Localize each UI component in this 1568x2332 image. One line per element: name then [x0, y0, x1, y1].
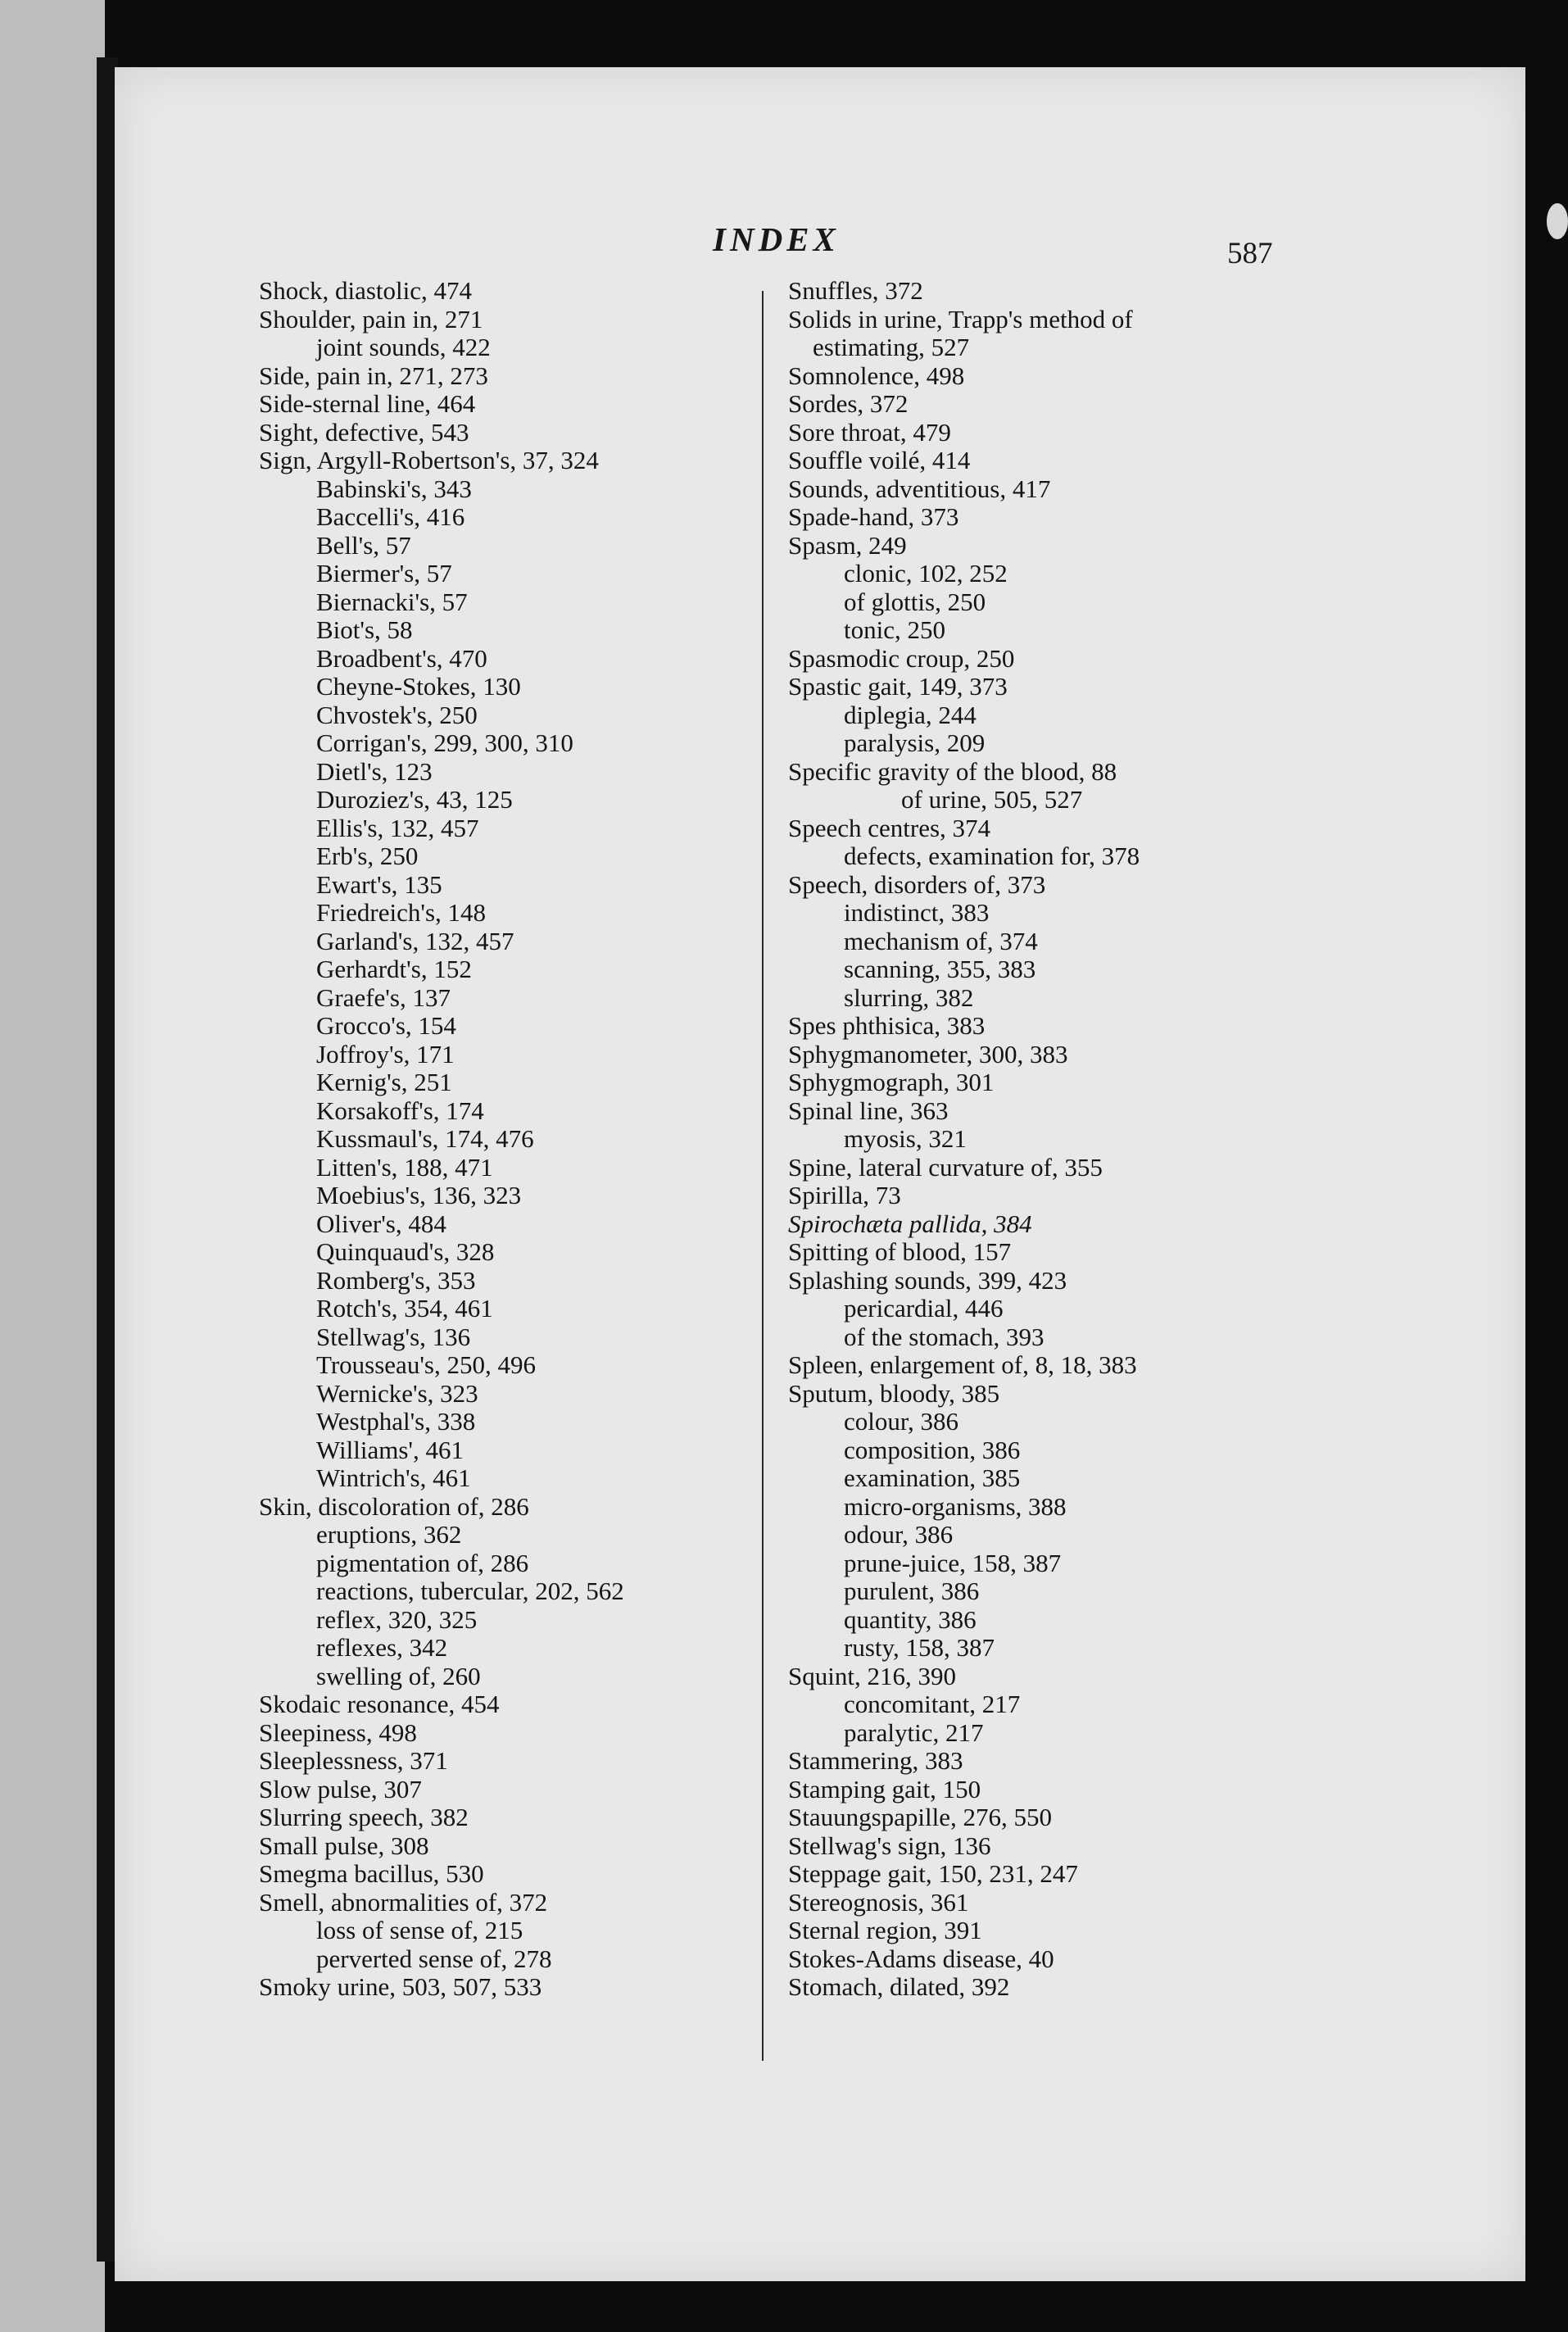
index-subentry: Wernicke's, 323: [316, 1378, 478, 1408]
index-subentry: Kussmaul's, 174, 476: [316, 1124, 534, 1153]
index-entry: Small pulse, 308: [259, 1831, 429, 1860]
index-subentry: Gerhardt's, 152: [316, 955, 472, 983]
index-subentry: swelling of, 260: [316, 1661, 481, 1690]
index-entry: Stokes-Adams disease, 40: [788, 1944, 1054, 1973]
index-entry: Slurring speech, 382: [259, 1803, 469, 1831]
index-entry: Somnolence, 498: [788, 361, 965, 390]
index-subentry: composition, 386: [844, 1435, 1021, 1464]
index-subentry: Westphal's, 338: [316, 1407, 476, 1436]
index-entry: Smegma bacillus, 530: [259, 1859, 484, 1888]
index-entry: Stammering, 383: [788, 1746, 963, 1775]
index-entry: Spastic gait, 149, 373: [788, 672, 1008, 701]
index-entry: Spitting of blood, 157: [788, 1237, 1012, 1266]
index-subentry: Ewart's, 135: [316, 869, 442, 899]
index-entry: Smell, abnormalities of, 372: [259, 1887, 548, 1917]
index-entry: Stereognosis, 361: [788, 1887, 969, 1917]
running-title: INDEX: [713, 220, 840, 258]
index-subentry: rusty, 158, 387: [844, 1633, 995, 1662]
index-subentry: defects, examination for, 378: [844, 842, 1140, 870]
index-entry: Splashing sounds, 399, 423: [788, 1265, 1067, 1295]
index-subentry: Dietl's, 123: [316, 756, 433, 786]
index-subentry: estimating, 527: [813, 333, 970, 361]
index-entry: Shock, diastolic, 474: [259, 276, 473, 305]
index-subentry: pericardial, 446: [844, 1294, 1004, 1323]
scan-edge-mark: [1547, 203, 1568, 239]
index-entry: Spine, lateral curvature of, 355: [788, 1152, 1103, 1182]
index-subentry: Baccelli's, 416: [316, 502, 465, 531]
index-subentry: Trousseau's, 250, 496: [316, 1350, 536, 1379]
index-subentry: Kernig's, 251: [316, 1068, 452, 1096]
index-subentry: loss of sense of, 215: [316, 1916, 523, 1944]
index-subentry: Friedreich's, 148: [316, 898, 487, 927]
index-entry: Solids in urine, Trapp's method of: [788, 304, 1133, 333]
index-entry: Sounds, adventitious, 417: [788, 474, 1051, 503]
scan-left-margin: [0, 0, 105, 2332]
index-subentry: micro-organisms, 388: [844, 1491, 1067, 1521]
index-entry: Specific gravity of the blood, 88: [788, 756, 1117, 786]
index-entry: Squint, 216, 390: [788, 1661, 956, 1690]
index-entry: Skodaic resonance, 454: [259, 1690, 500, 1718]
index-subentry: Biermer's, 57: [316, 559, 452, 588]
index-subentry: Biot's, 58: [316, 615, 413, 644]
index-entry: Sleeplessness, 371: [259, 1746, 448, 1775]
index-entry: Spes phthisica, 383: [788, 1011, 986, 1040]
index-subentry: myosis, 321: [844, 1124, 967, 1153]
index-entry: Sternal region, 391: [788, 1916, 982, 1944]
index-entry: Sore throat, 479: [788, 417, 951, 447]
index-subentry: prune-juice, 158, 387: [844, 1548, 1062, 1577]
index-entry: Shoulder, pain in, 271: [259, 304, 483, 333]
index-subentry: Garland's, 132, 457: [316, 926, 514, 955]
index-subentry: Grocco's, 154: [316, 1011, 456, 1040]
page-number: 587: [1227, 237, 1273, 270]
index-entry: Side-sternal line, 464: [259, 389, 476, 418]
index-entry: Stauungspapille, 276, 550: [788, 1803, 1053, 1831]
index-column-left: [259, 277, 742, 2002]
index-subentry: Duroziez's, 43, 125: [316, 785, 513, 814]
index-subentry: Joffroy's, 171: [316, 1039, 455, 1068]
index-subentry: Litten's, 188, 471: [316, 1152, 493, 1182]
index-subentry: Ellis's, 132, 457: [316, 813, 479, 842]
index-subentry: of glottis, 250: [844, 587, 986, 616]
index-subentry: Korsakoff's, 174: [316, 1096, 484, 1125]
index-subentry: clonic, 102, 252: [844, 559, 1008, 588]
index-subentry: perverted sense of, 278: [316, 1944, 552, 1973]
index-entry: Spinal line, 363: [788, 1096, 949, 1125]
index-subentry: reflex, 320, 325: [316, 1604, 478, 1634]
column-divider: [762, 291, 764, 2061]
index-subentry: Rotch's, 354, 461: [316, 1294, 493, 1323]
index-subentry: indistinct, 383: [844, 898, 990, 927]
index-entry: Stellwag's sign, 136: [788, 1831, 991, 1860]
index-subentry: concomitant, 217: [844, 1690, 1021, 1718]
index-subentry: Graefe's, 137: [316, 982, 451, 1012]
index-subentry: Oliver's, 484: [316, 1209, 446, 1238]
index-entry: Stamping gait, 150: [788, 1774, 981, 1803]
index-entry: Smoky urine, 503, 507, 533: [259, 1972, 542, 2001]
index-subentry: Stellwag's, 136: [316, 1322, 471, 1351]
index-entry: Sphygmanometer, 300, 383: [788, 1039, 1068, 1068]
index-subentry: Chvostek's, 250: [316, 700, 478, 729]
index-subentry: colour, 386: [844, 1407, 958, 1436]
index-entry: Spasmodic croup, 250: [788, 643, 1015, 673]
index-subentry: scanning, 355, 383: [844, 955, 1036, 983]
index-entry: Speech centres, 374: [788, 813, 991, 842]
index-subentry: Erb's, 250: [316, 842, 419, 870]
index-subentry: odour, 386: [844, 1520, 954, 1549]
index-entry: Stomach, dilated, 392: [788, 1972, 1010, 2001]
index-entry: Spleen, enlargement of, 8, 18, 383: [788, 1350, 1137, 1379]
index-subentry: Cheyne-Stokes, 130: [316, 672, 521, 701]
index-subentry: Broadbent's, 470: [316, 643, 487, 673]
index-subentry: purulent, 386: [844, 1577, 980, 1605]
index-subentry: Quinquaud's, 328: [316, 1237, 495, 1266]
index-subentry: Williams', 461: [316, 1435, 464, 1464]
index-subentry: paralytic, 217: [844, 1717, 984, 1747]
index-subentry: tonic, 250: [844, 615, 945, 644]
index-entry: Slow pulse, 307: [259, 1774, 422, 1803]
index-entry: Speech, disorders of, 373: [788, 869, 1046, 899]
index-entry: Spirilla, 73: [788, 1181, 901, 1209]
index-column-right: [788, 277, 1525, 2002]
index-subentry: Corrigan's, 299, 300, 310: [316, 728, 573, 757]
index-entry: Side, pain in, 271, 273: [259, 361, 488, 390]
index-subentry: pigmentation of, 286: [316, 1548, 529, 1577]
index-entry: Sight, defective, 543: [259, 417, 469, 447]
index-subentry: Moebius's, 136, 323: [316, 1181, 522, 1209]
index-entry: Steppage gait, 150, 231, 247: [788, 1859, 1078, 1888]
index-subentry: quantity, 386: [844, 1604, 977, 1634]
index-subentry: reactions, tubercular, 202, 562: [316, 1577, 624, 1605]
index-subentry: mechanism of, 374: [844, 926, 1038, 955]
index-subentry: reflexes, 342: [316, 1633, 448, 1662]
index-subentry: Wintrich's, 461: [316, 1463, 471, 1492]
index-subentry: eruptions, 362: [316, 1520, 462, 1549]
index-entry: Sign, Argyll-Robertson's, 37, 324: [259, 446, 599, 474]
index-entry: Souffle voilé, 414: [788, 446, 971, 474]
index-subentry: of the stomach, 393: [844, 1322, 1045, 1351]
index-subentry: Biernacki's, 57: [316, 587, 468, 616]
index-entry: Sphygmograph, 301: [788, 1068, 995, 1096]
index-subentry: of urine, 505, 527: [901, 785, 1083, 814]
index-entry: Sleepiness, 498: [259, 1717, 417, 1747]
index-subentry: diplegia, 244: [844, 700, 977, 729]
index-subentry: Babinski's, 343: [316, 474, 472, 503]
index-subentry: slurring, 382: [844, 982, 974, 1012]
index-entry: Sordes, 372: [788, 389, 909, 418]
index-subentry: Romberg's, 353: [316, 1265, 476, 1295]
index-subentry: examination, 385: [844, 1463, 1021, 1492]
index-entry: Sputum, bloody, 385: [788, 1378, 1000, 1408]
index-subentry: Bell's, 57: [316, 530, 411, 560]
index-entry: Spade-hand, 373: [788, 502, 959, 531]
index-subentry: joint sounds, 422: [316, 333, 491, 361]
index-entry: Spirochæta pallida, 384: [788, 1209, 1032, 1238]
index-entry: Spasm, 249: [788, 530, 907, 560]
index-subentry: paralysis, 209: [844, 728, 986, 757]
index-entry: Snuffles, 372: [788, 276, 923, 305]
index-entry: Skin, discoloration of, 286: [259, 1491, 529, 1521]
